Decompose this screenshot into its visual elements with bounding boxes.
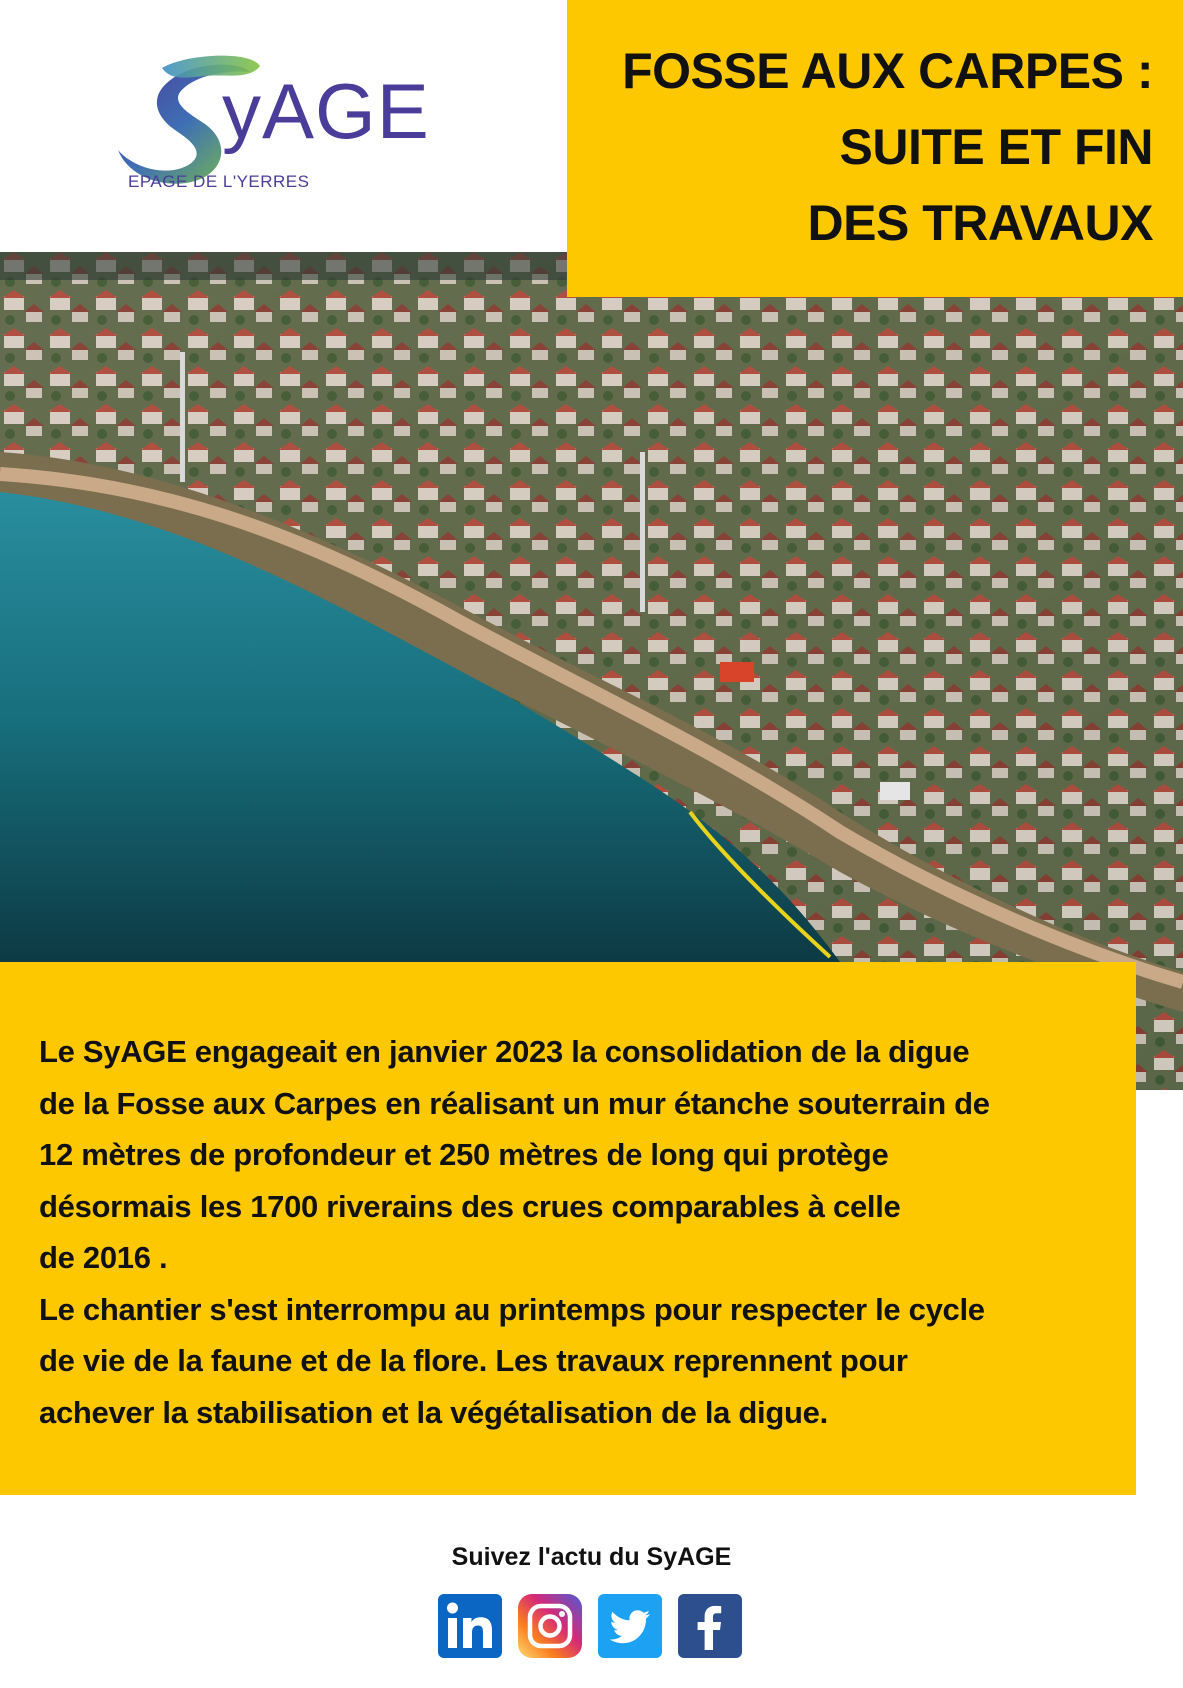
- title-line-2: SUITE ET FIN: [839, 119, 1153, 175]
- logo-tagline: EPAGE DE L'YERRES: [128, 172, 310, 191]
- body-line: de vie de la faune et de la flore. Les travaux reprennent pour: [39, 1343, 908, 1378]
- follow-label: Suivez l'actu du SyAGE: [451, 1543, 732, 1571]
- linkedin-icon[interactable]: [438, 1594, 502, 1658]
- title-line-1: FOSSE AUX CARPES :: [622, 43, 1153, 99]
- body-line: désormais les 1700 riverains des crues comparables à celle: [39, 1188, 901, 1224]
- body-line: 12 mètres de profondeur et 250 mètres de long qui protège: [39, 1137, 889, 1172]
- logo-wordmark: yAGE: [222, 67, 430, 155]
- body-line: de la Fosse aux Carpes en réalisant un mur étanche souterrain de: [39, 1085, 990, 1121]
- title-banner: [567, 0, 1183, 297]
- body-line: achever la stabilisation et la végétalisation de la digue.: [39, 1394, 828, 1430]
- article-body: [39, 1026, 1099, 1438]
- body-line: de 2016 .: [39, 1240, 168, 1275]
- body-line: Le chantier s'est interrompu au printemps pour respecter le cycle: [39, 1291, 985, 1327]
- instagram-icon[interactable]: [518, 1594, 582, 1658]
- body-line: Le SyAGE engageait en janvier 2023 la consolidation de la digue: [39, 1034, 970, 1069]
- twitter-icon[interactable]: [598, 1594, 662, 1658]
- title-line-3: DES TRAVAUX: [807, 195, 1153, 251]
- facebook-icon[interactable]: [678, 1594, 742, 1658]
